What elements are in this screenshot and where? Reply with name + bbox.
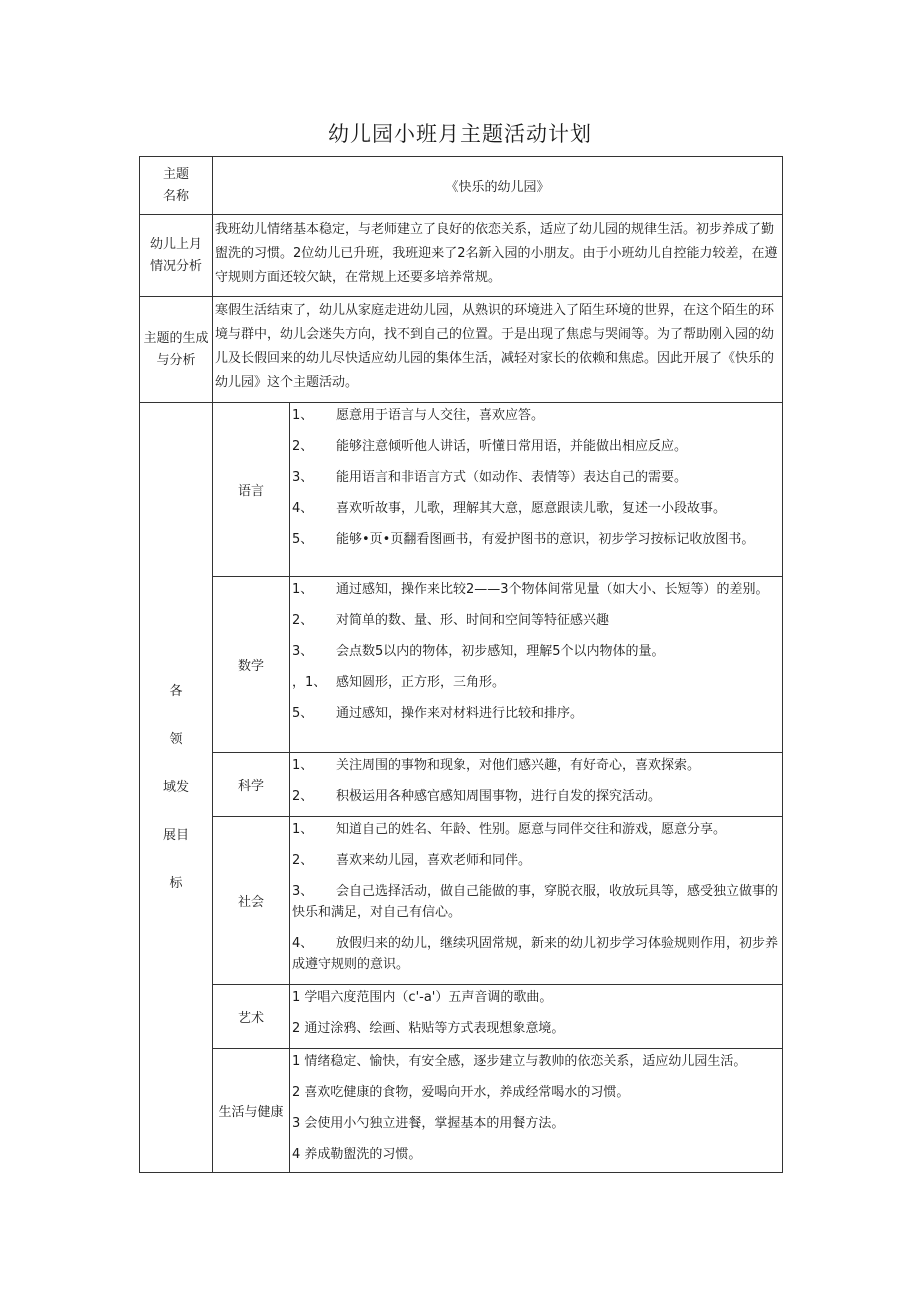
theme-value: 《快乐的幼儿园》 [213,157,783,215]
goal-item-num: 2、 [292,613,314,628]
last-month-text: 我班幼儿情绪基本稳定，与老师建立了良好的依恋关系，适应了幼儿园的规律生活。初步养成了勤盥洗的习惯。2位幼儿已升班，我班迎来了2名新入园的小朋友。由于小班幼儿自控能力较差，在遵守规则方面还较欠缺，在常规上还要多培养常规。 [213,215,783,297]
domain-items-health [290,1049,783,1173]
last-month-label-line2: 情况分析 [149,258,202,274]
generation-label-line2: 与分析 [156,352,196,368]
goal-item-num: 2、 [292,853,314,868]
goal-item-text: 能够•页•页翻看图画书，有爱护图书的意识，初步学习按标记收放图书。 [336,532,755,547]
goal-item-num: 3、 [292,644,314,659]
goal-item-text: 能够注意倾听他人讲话，听懂日常用语，并能做出相应反应。 [336,439,688,454]
goal-item-text: 喜欢来幼儿园，喜欢老师和同伴。 [336,853,532,868]
goal-item-num: 3、 [292,470,314,485]
goal-item [292,610,780,631]
goal-item-num: 5、 [292,532,314,547]
goal-item [292,529,780,550]
domain-row-health [140,1049,783,1173]
goal-item-num: 3 [292,1116,301,1131]
domain-row-math [140,577,783,753]
goal-item [292,436,780,457]
domain-items-math [290,577,783,753]
goals-label-char: 各 [169,683,183,699]
generation-label [140,297,213,403]
goal-item-num: 2 [292,1085,301,1100]
domain-row-language [140,403,783,577]
goal-item [292,1018,780,1039]
goal-item [292,579,780,600]
goal-item-num: 1、 [292,822,314,837]
domain-items-science [290,753,783,817]
goal-item-num: 2、 [292,789,314,804]
last-month-label-line1: 幼儿上月 [149,236,202,252]
goal-item-text: 情绪稳定、愉快，有安全感，逐步建立与教帅的依恋关系，适应幼儿园生活。 [304,1054,747,1069]
goal-item-text: 通过感知，操作来比较2——3个物体间常见量（如大小、长短等）的差别。 [336,582,769,597]
goal-item-num: 1 [292,1054,301,1069]
goal-item-num: 1、 [292,758,314,773]
goal-item [292,703,780,724]
theme-row [140,157,783,215]
goal-item-text: 知道自己的姓名、年龄、性别。愿意与同伴交往和游戏，愿意分享。 [336,822,727,837]
goal-item [292,755,780,776]
last-month-row [140,215,783,297]
goals-label-char: 展目 [162,827,189,843]
domain-items-language [290,403,783,577]
domain-name-math: 数学 [213,577,290,753]
goal-item-num: 1、 [292,408,314,423]
domain-name-art: 艺术 [213,985,290,1049]
goal-item-num: ，1、 [292,675,327,690]
goal-item [292,498,780,519]
goal-item-num: 5、 [292,706,314,721]
goal-item [292,672,780,693]
goal-item [292,1113,780,1134]
domain-items-society [290,817,783,985]
goal-item-num: 3、 [292,884,314,899]
domain-row-art [140,985,783,1049]
domain-name-science: 科学 [213,753,290,817]
goal-item-text: 放假归来的幼儿，继续巩固常规，新来的幼儿初步学习体验规则作用，初步养成遵守规则的意识。 [292,936,779,972]
goal-item-text: 会使用小勺独立进餐，掌握基本的用餐方法。 [304,1116,565,1131]
domain-name-language: 语言 [213,403,290,577]
goal-item-text: 关注周围的事物和现象，对他们感兴趣，有好奇心，喜欢探索。 [336,758,701,773]
page-title: 幼儿园小班月主题活动计划 [328,122,592,146]
domain-row-science [140,753,783,817]
goal-item-num: 4、 [292,936,314,951]
goals-label-char: 标 [169,875,183,891]
goal-item [292,1144,780,1165]
goal-item [292,641,780,662]
goal-item-num: 2 [292,1021,301,1036]
goal-item [292,933,780,975]
domain-items-art [290,985,783,1049]
domain-name-health: 生活与健康 [213,1049,290,1173]
goal-item-text: 通过感知，操作来对材料进行比较和排序。 [336,706,584,721]
goal-item-num: 2、 [292,439,314,454]
goal-item-text: 会自己选择活动，做自己能做的事，穿脱衣服，收放玩具等，感受独立做事的快乐和满足，对自己有信心。 [292,884,779,920]
goal-item-text: 会点数5以内的物体，初步感知，理解5个以内物体的量。 [336,644,665,659]
goal-item-text: 学唱六度范围内（c'-a'）五声音调的歌曲。 [304,990,553,1005]
last-month-label [140,215,213,297]
goal-item [292,1082,780,1103]
goal-item [292,987,780,1008]
goal-item-text: 愿意用于语言与人交往，喜欢应答。 [336,408,545,423]
theme-label [140,157,213,215]
generation-row [140,297,783,403]
goals-label-char: 域发 [162,779,189,795]
goal-item [292,1051,780,1072]
goal-item-text: 通过涂鸦、绘画、粘贴等方式表现想象意境。 [304,1021,565,1036]
generation-text: 寒假生活结束了，幼儿从家庭走进幼儿园，从熟识的环境进入了陌生环境的世界，在这个陌生的环境与群中，幼儿会迷失方向，找不到自己的位置。于是出现了焦虑与哭闹等。为了帮助刚入园的幼儿及长假回来的幼儿尽快适应幼儿园的集体生活，减轻对家长的依赖和焦虑。因此开展了《快乐的幼儿园》这个主题活动。 [213,297,783,403]
theme-label-line2: 名称 [162,188,189,204]
goals-label [140,403,213,1173]
goal-item-text: 感知圆形，正方形，三角形。 [336,675,506,690]
goal-item-text: 积极运用各种感官感知周围事物，进行自发的探究活动。 [336,789,662,804]
goal-item [292,467,780,488]
goal-item [292,819,780,840]
goal-item-num: 1、 [292,582,314,597]
goal-item-num: 4、 [292,501,314,516]
goal-item-text: 对简单的数、量、形、时间和空间等特征感兴趣 [336,613,610,628]
goal-item-num: 4 [292,1147,301,1162]
theme-label-line1: 主题 [162,166,189,182]
goal-item [292,405,780,426]
plan-table [139,156,783,1173]
goal-item-text: 喜欢听故事，儿歌，理解其大意，愿意跟读儿歌，复述一小段故事。 [336,501,727,516]
goal-item [292,786,780,807]
goals-label-char: 领 [169,731,183,747]
goal-item-text: 养成勒盥洗的习惯。 [304,1147,422,1162]
goal-item [292,881,780,923]
domain-row-society [140,817,783,985]
goal-item [292,850,780,871]
goal-item-num: 1 [292,990,301,1005]
goal-item-text: 能用语言和非语言方式（如动作、表情等）表达自己的需要。 [336,470,688,485]
domain-name-society: 社会 [213,817,290,985]
goal-item-text: 喜欢吃健康的食物，爱喝向开水，养成经常喝水的习惯。 [304,1085,630,1100]
generation-label-line1: 主题的生成 [143,330,209,346]
